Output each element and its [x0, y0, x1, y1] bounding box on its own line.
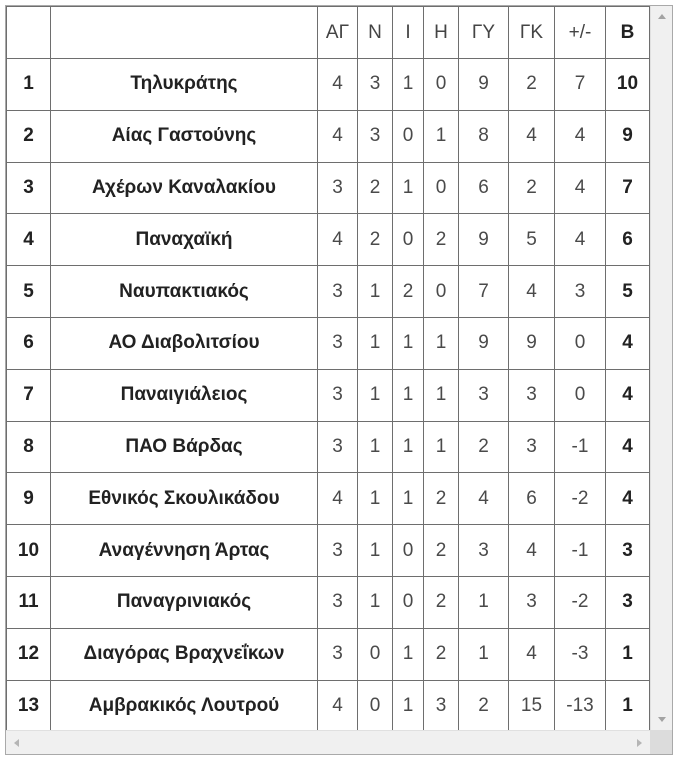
played-cell: 4 [318, 110, 358, 162]
played-cell: 3 [318, 317, 358, 369]
won-cell: 1 [358, 266, 393, 318]
won-cell: 3 [358, 110, 393, 162]
lost-cell: 2 [424, 628, 459, 680]
team-name-cell: Εθνικός Σκουλικάδου [51, 473, 318, 525]
lost-cell: 2 [424, 525, 459, 577]
position-cell: 10 [7, 525, 51, 577]
goals-against-cell: 3 [509, 576, 555, 628]
lost-cell: 2 [424, 576, 459, 628]
goals-for-cell: 4 [459, 473, 509, 525]
won-cell: 1 [358, 576, 393, 628]
table-viewport [6, 6, 650, 730]
position-cell: 6 [7, 317, 51, 369]
table-row [7, 473, 650, 525]
lost-cell: 1 [424, 369, 459, 421]
goal-difference-cell: 4 [555, 214, 606, 266]
lost-cell: 1 [424, 317, 459, 369]
goals-against-cell: 9 [509, 317, 555, 369]
drawn-cell: 1 [393, 317, 424, 369]
goals-against-cell: 2 [509, 162, 555, 214]
team-name-cell: Παναγρινιακός [51, 576, 318, 628]
won-cell: 1 [358, 369, 393, 421]
position-cell: 8 [7, 421, 51, 473]
won-cell: 1 [358, 473, 393, 525]
goals-for-cell: 1 [459, 628, 509, 680]
won-cell: 1 [358, 421, 393, 473]
drawn-cell: 1 [393, 628, 424, 680]
won-cell: 3 [358, 59, 393, 111]
vertical-scrollbar[interactable] [650, 6, 672, 730]
horizontal-scrollbar[interactable] [6, 730, 650, 754]
header-goals-against: ΓΚ [509, 7, 555, 59]
position-cell: 13 [7, 680, 51, 730]
goal-difference-cell: -2 [555, 473, 606, 525]
goals-against-cell: 15 [509, 680, 555, 730]
drawn-cell: 0 [393, 214, 424, 266]
table-row [7, 110, 650, 162]
table-row [7, 628, 650, 680]
goals-against-cell: 3 [509, 421, 555, 473]
table-row [7, 525, 650, 577]
drawn-cell: 1 [393, 59, 424, 111]
goals-against-cell: 3 [509, 369, 555, 421]
points-cell: 3 [606, 576, 650, 628]
position-cell: 12 [7, 628, 51, 680]
goals-for-cell: 3 [459, 369, 509, 421]
won-cell: 0 [358, 680, 393, 730]
goals-for-cell: 6 [459, 162, 509, 214]
team-name-cell: Ναυπακτιακός [51, 266, 318, 318]
won-cell: 1 [358, 525, 393, 577]
goal-difference-cell: -2 [555, 576, 606, 628]
header-drawn: Ι [393, 7, 424, 59]
goals-for-cell: 3 [459, 525, 509, 577]
position-cell: 4 [7, 214, 51, 266]
goals-against-cell: 4 [509, 628, 555, 680]
header-team [51, 7, 318, 59]
team-name-cell: Διαγόρας Βραχνεΐκων [51, 628, 318, 680]
drawn-cell: 0 [393, 576, 424, 628]
goal-difference-cell: 4 [555, 110, 606, 162]
played-cell: 3 [318, 266, 358, 318]
scroll-right-arrow-icon[interactable] [637, 739, 642, 747]
table-row [7, 59, 650, 111]
played-cell: 3 [318, 628, 358, 680]
points-cell: 1 [606, 628, 650, 680]
position-cell: 11 [7, 576, 51, 628]
played-cell: 4 [318, 473, 358, 525]
table-row [7, 369, 650, 421]
goals-against-cell: 2 [509, 59, 555, 111]
position-cell: 5 [7, 266, 51, 318]
goal-difference-cell: 7 [555, 59, 606, 111]
goal-difference-cell: 4 [555, 162, 606, 214]
lost-cell: 0 [424, 266, 459, 318]
played-cell: 4 [318, 59, 358, 111]
played-cell: 3 [318, 576, 358, 628]
header-goals-for: ΓΥ [459, 7, 509, 59]
header-goal-difference: +/- [555, 7, 606, 59]
scroll-up-arrow-icon[interactable] [658, 14, 666, 19]
table-row [7, 162, 650, 214]
goals-against-cell: 4 [509, 266, 555, 318]
drawn-cell: 0 [393, 110, 424, 162]
team-name-cell: Τηλυκράτης [51, 59, 318, 111]
goal-difference-cell: 3 [555, 266, 606, 318]
header-lost: Η [424, 7, 459, 59]
lost-cell: 1 [424, 421, 459, 473]
won-cell: 2 [358, 214, 393, 266]
drawn-cell: 1 [393, 369, 424, 421]
points-cell: 4 [606, 369, 650, 421]
goals-for-cell: 9 [459, 317, 509, 369]
lost-cell: 3 [424, 680, 459, 730]
team-name-cell: ΠΑΟ Βάρδας [51, 421, 318, 473]
points-cell: 1 [606, 680, 650, 730]
won-cell: 0 [358, 628, 393, 680]
points-cell: 9 [606, 110, 650, 162]
position-cell: 2 [7, 110, 51, 162]
points-cell: 5 [606, 266, 650, 318]
points-cell: 4 [606, 317, 650, 369]
played-cell: 3 [318, 525, 358, 577]
goal-difference-cell: -1 [555, 525, 606, 577]
goals-against-cell: 5 [509, 214, 555, 266]
goals-for-cell: 1 [459, 576, 509, 628]
table-row [7, 317, 650, 369]
table-row [7, 680, 650, 730]
lost-cell: 0 [424, 162, 459, 214]
table-row [7, 266, 650, 318]
played-cell: 4 [318, 214, 358, 266]
goals-against-cell: 4 [509, 525, 555, 577]
played-cell: 3 [318, 421, 358, 473]
position-cell: 1 [7, 59, 51, 111]
drawn-cell: 1 [393, 162, 424, 214]
goals-against-cell: 4 [509, 110, 555, 162]
points-cell: 3 [606, 525, 650, 577]
played-cell: 4 [318, 680, 358, 730]
goals-for-cell: 8 [459, 110, 509, 162]
position-cell: 3 [7, 162, 51, 214]
points-cell: 6 [606, 214, 650, 266]
lost-cell: 1 [424, 110, 459, 162]
goals-for-cell: 2 [459, 680, 509, 730]
team-name-cell: Αίας Γαστούνης [51, 110, 318, 162]
header-points: Β [606, 7, 650, 59]
drawn-cell: 1 [393, 473, 424, 525]
goal-difference-cell: -3 [555, 628, 606, 680]
goal-difference-cell: -1 [555, 421, 606, 473]
standings-scroll-container [5, 5, 673, 755]
lost-cell: 2 [424, 473, 459, 525]
scroll-down-arrow-icon[interactable] [658, 717, 666, 722]
points-cell: 4 [606, 421, 650, 473]
table-row [7, 421, 650, 473]
team-name-cell: Παναχαϊκή [51, 214, 318, 266]
team-name-cell: Αναγέννηση Άρτας [51, 525, 318, 577]
drawn-cell: 1 [393, 421, 424, 473]
drawn-cell: 1 [393, 680, 424, 730]
won-cell: 2 [358, 162, 393, 214]
lost-cell: 2 [424, 214, 459, 266]
header-row [7, 7, 650, 59]
goals-for-cell: 2 [459, 421, 509, 473]
header-played: ΑΓ [318, 7, 358, 59]
lost-cell: 0 [424, 59, 459, 111]
standings-table [6, 6, 650, 730]
scrollbar-corner [650, 730, 672, 754]
position-cell: 9 [7, 473, 51, 525]
goals-for-cell: 7 [459, 266, 509, 318]
table-row [7, 214, 650, 266]
team-name-cell: ΑΟ Διαβολιτσίου [51, 317, 318, 369]
team-name-cell: Αχέρων Καναλακίου [51, 162, 318, 214]
header-position [7, 7, 51, 59]
team-name-cell: Αμβρακικός Λουτρού [51, 680, 318, 730]
position-cell: 7 [7, 369, 51, 421]
points-cell: 4 [606, 473, 650, 525]
won-cell: 1 [358, 317, 393, 369]
goal-difference-cell: 0 [555, 317, 606, 369]
points-cell: 7 [606, 162, 650, 214]
scroll-left-arrow-icon[interactable] [14, 739, 19, 747]
goals-for-cell: 9 [459, 59, 509, 111]
team-name-cell: Παναιγιάλειος [51, 369, 318, 421]
goals-for-cell: 9 [459, 214, 509, 266]
goal-difference-cell: 0 [555, 369, 606, 421]
drawn-cell: 0 [393, 525, 424, 577]
played-cell: 3 [318, 162, 358, 214]
played-cell: 3 [318, 369, 358, 421]
header-won: Ν [358, 7, 393, 59]
goal-difference-cell: -13 [555, 680, 606, 730]
table-row [7, 576, 650, 628]
points-cell: 10 [606, 59, 650, 111]
goals-against-cell: 6 [509, 473, 555, 525]
drawn-cell: 2 [393, 266, 424, 318]
